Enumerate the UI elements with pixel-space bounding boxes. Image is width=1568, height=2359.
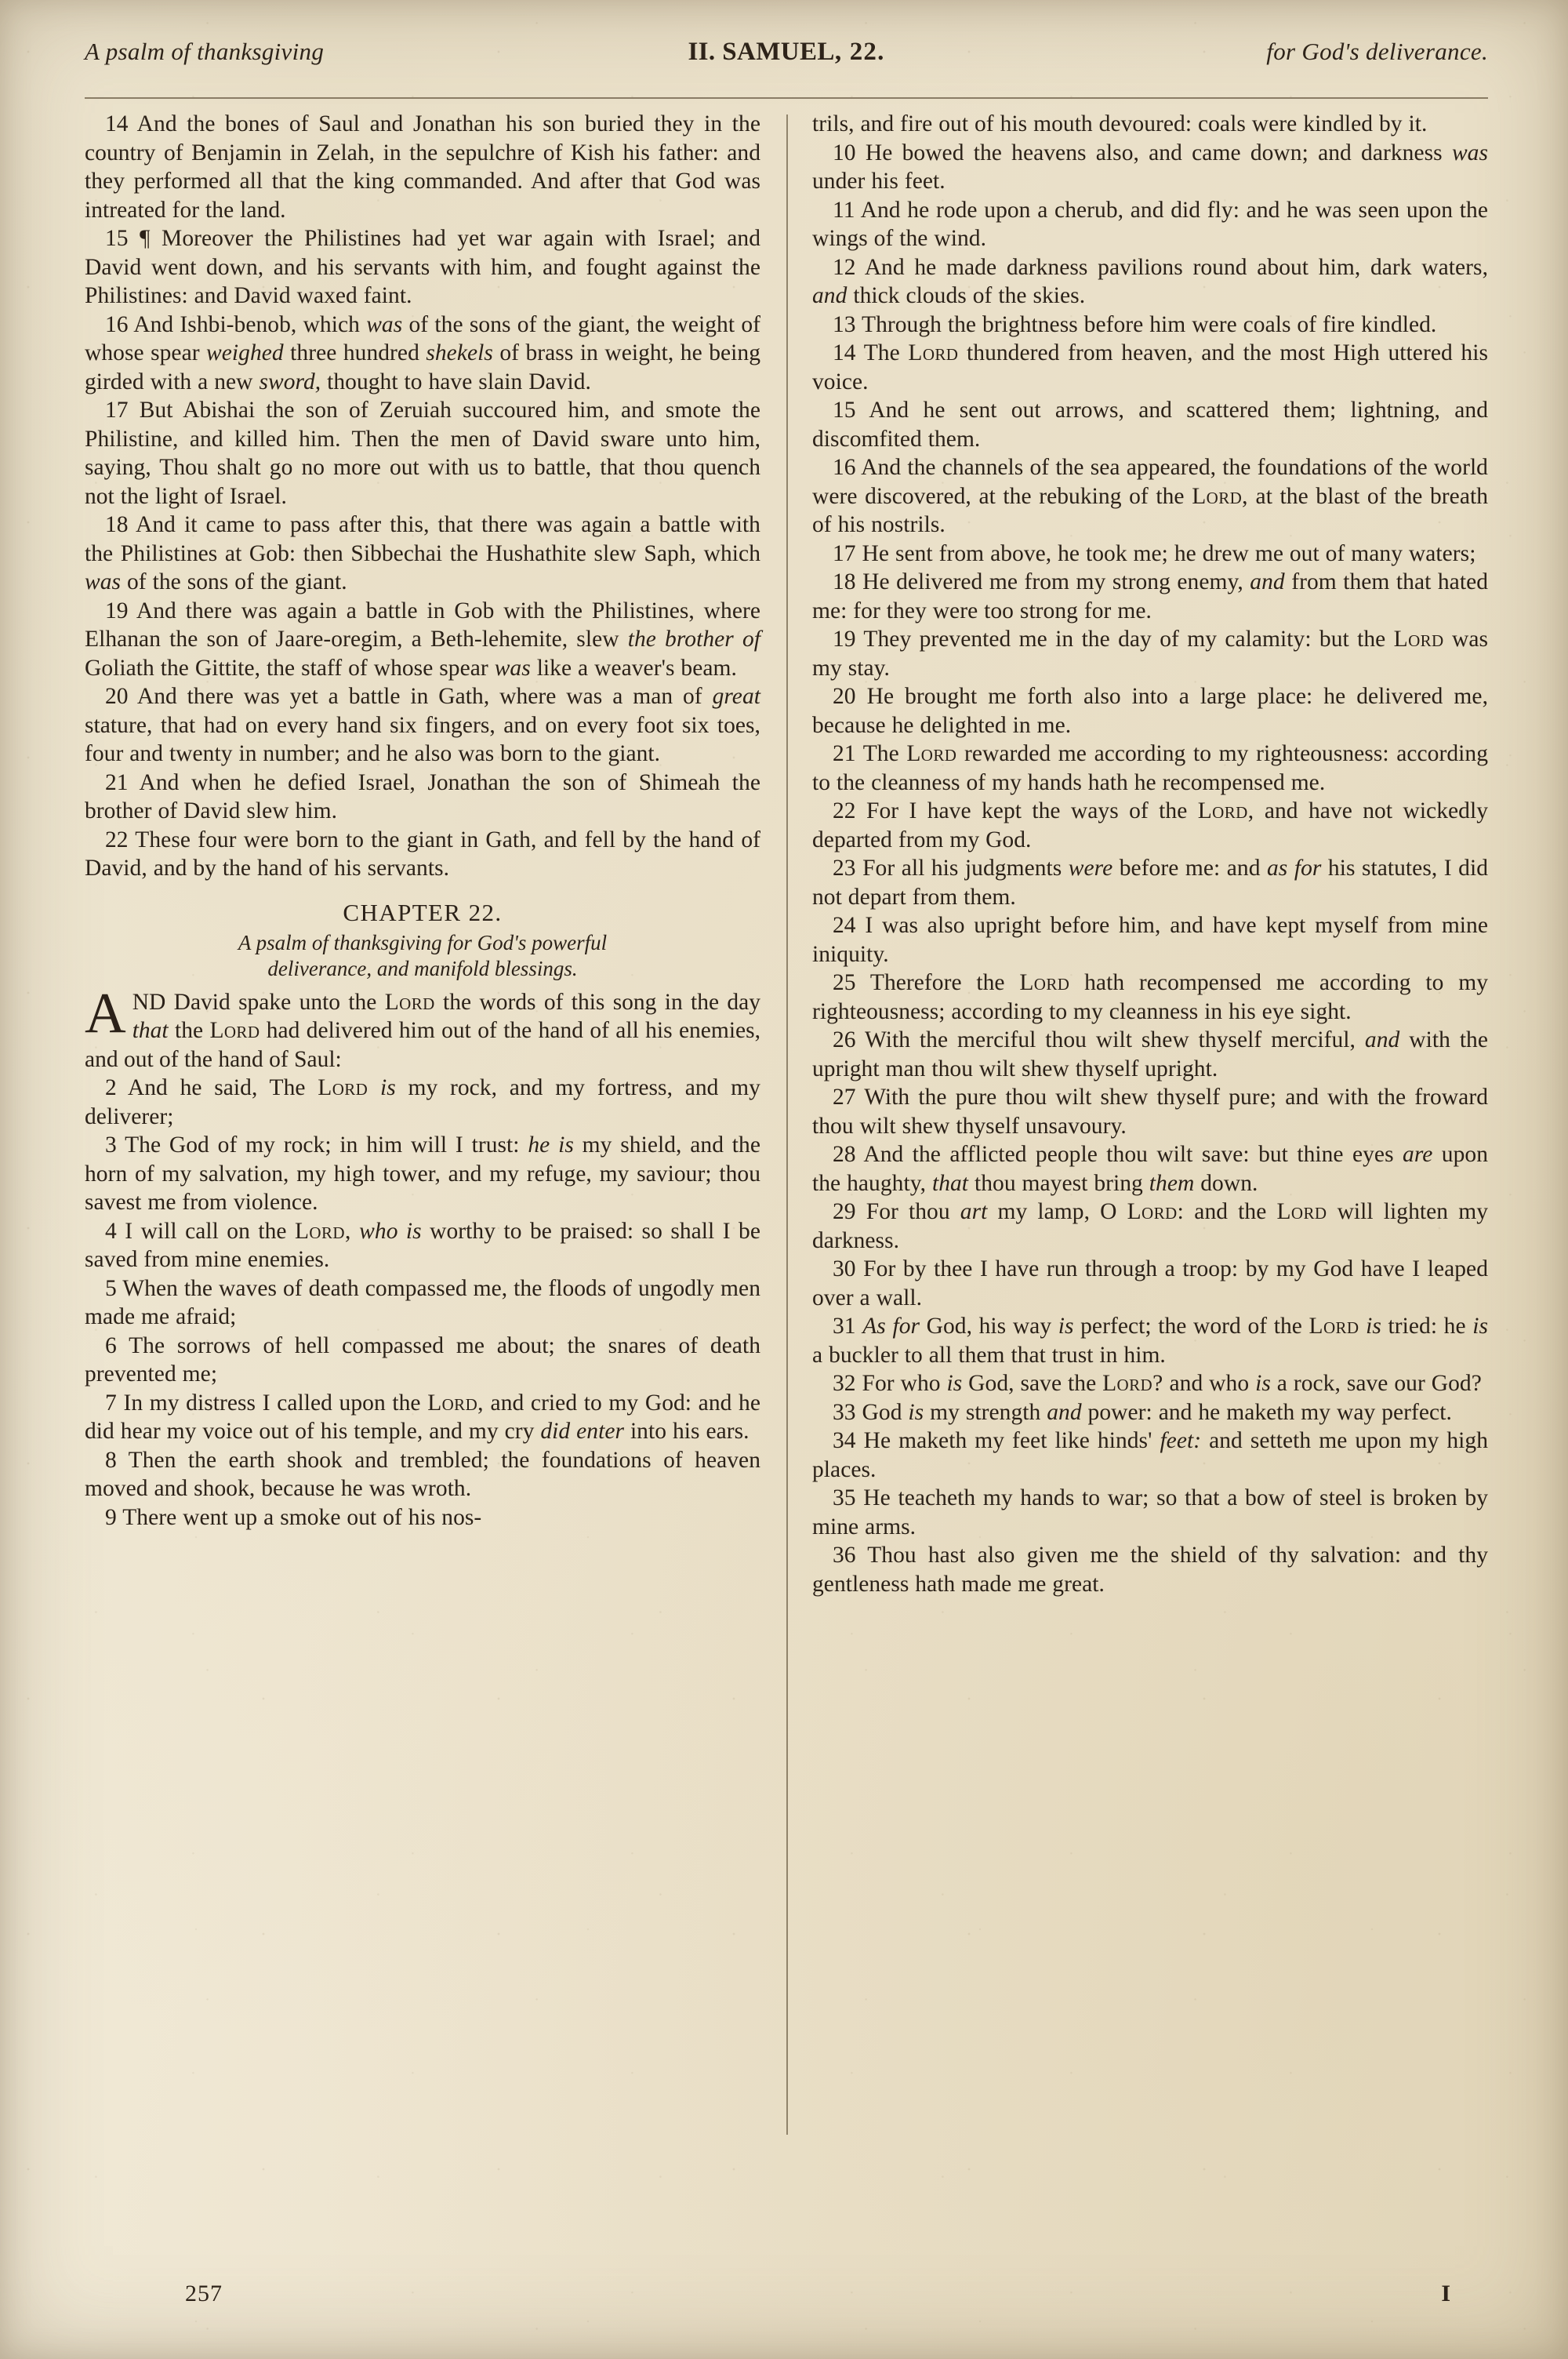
verse-22-4: 4 I will call on the Lord, who is worthy to be praised: so shall I be saved from mine enemies. xyxy=(85,1218,760,1272)
left-column xyxy=(85,110,760,2227)
verse-22-8: 8 Then the earth shook and trembled; the foundations of heaven moved and shook, because he was wroth. xyxy=(85,1447,760,1501)
column-divider xyxy=(760,110,812,2227)
signature-mark: I xyxy=(1441,2281,1450,2306)
verse-21-17: 17 But Abishai the son of Zeruiah succoured him, and smote the Philistine, and killed him. Then the men of David sware unto him, saying, Thou shalt go no more out with us to battle, that thou quench not the light of Israel. xyxy=(85,398,760,509)
verse-21-20: 20 And there was yet a battle in Gath, where was a man of great stature, that had on every hand six fingers, and on every foot six toes, four and twenty in number; and he also was born to the giant. xyxy=(85,684,760,766)
verse-22-32: 32 For who is God, save the Lord? and who is a rock, save our God? xyxy=(833,1371,1482,1396)
verse-22-21: 21 The Lord rewarded me according to my righteousness: according to the cleanness of my hands hath he recompensed me. xyxy=(812,741,1488,795)
verse-22-36: 36 Thou hast also given me the shield of thy salvation: and thy gentleness hath made me great. xyxy=(812,1543,1488,1597)
verse-22-13: 13 Through the brightness before him were coals of fire kindled. xyxy=(833,311,1437,337)
verse-22-18: 18 He delivered me from my strong enemy, and from them that hated me: for they were too strong for me. xyxy=(812,569,1489,623)
verse-22-31: 31 As for God, his way is perfect; the word of the Lord is tried: he is a buckler to all them that trust in him. xyxy=(812,1314,1489,1368)
chapter-summary-line1: A psalm of thanksgiving for God's powerful xyxy=(238,930,608,954)
verse-21-15: 15 ¶ Moreover the Philistines had yet war again with Israel; and David went down, and his servants with him, and fought against the Philistines: and David waxed faint. xyxy=(85,226,760,308)
page-text-block xyxy=(85,38,1488,2312)
verse-22-9-part: 9 There went up a smoke out of his nos- xyxy=(105,1504,482,1530)
verse-22-9-cont: trils, and fire out of his mouth devoured: coals were kindled by it. xyxy=(812,111,1428,136)
verse-22-12: 12 And he made darkness pavilions round about him, dark waters, and thick clouds of the skies. xyxy=(812,254,1488,308)
two-column-body xyxy=(85,110,1488,2227)
verse-22-3: 3 The God of my rock; in him will I trust: he is my shield, and the horn of my salvation, my high tower, and my refuge, my saviour; thou savest me from violence. xyxy=(85,1132,760,1215)
verse-22-33: 33 God is my strength and power: and he maketh my way perfect. xyxy=(833,1399,1452,1425)
verse-22-11: 11 And he rode upon a cherub, and did fly: and he was seen upon the wings of the wind. xyxy=(812,197,1488,251)
verse-22-6: 6 The sorrows of hell compassed me about; the snares of death prevented me; xyxy=(85,1332,760,1387)
verse-21-19: 19 And there was again a battle in Gob with the Philistines, where Elhanan the son of Jaare-oregim, a Beth-lehemite, slew the brother of Goliath the Gittite, the staff of whose spear was like a weaver's beam. xyxy=(85,598,760,681)
verse-22-35: 35 He teacheth my hands to war; so that a bow of steel is broken by mine arms. xyxy=(812,1485,1488,1539)
running-head xyxy=(85,38,1488,93)
verse-21-18: 18 And it came to pass after this, that there was again a battle with the Philistines at Gob: then Sibbechai the Hushathite slew Saph, which was of the sons of the giant. xyxy=(85,512,760,594)
verse-22-14: 14 The Lord thundered from heaven, and the most High uttered his voice. xyxy=(812,340,1488,394)
chapter-heading: CHAPTER 22. xyxy=(343,898,503,926)
header-rule xyxy=(85,97,1488,99)
page-number: 257 xyxy=(185,2281,223,2306)
verse-22-34: 34 He maketh my feet like hinds' feet: and setteth me upon my high places. xyxy=(812,1428,1488,1482)
right-column xyxy=(812,110,1488,2227)
running-head-chapter: , 22. xyxy=(834,38,885,66)
verse-21-22: 22 These four were born to the giant in Gath, and fell by the hand of David, and by the hand of his servants. xyxy=(85,827,760,881)
page-footer xyxy=(85,2265,1488,2312)
drop-cap-a: A xyxy=(85,980,126,1045)
verse-22-16: 16 And the channels of the sea appeared, the foundations of the world were discovered, at the rebuking of the Lord, at the blast of the breath of his nostrils. xyxy=(812,455,1489,537)
verse-22-10: 10 He bowed the heavens also, and came down; and darkness was under his feet. xyxy=(812,140,1488,194)
verse-22-25: 25 Therefore the Lord hath recompensed me according to my righteousness; according to my cleanness in his eye sight. xyxy=(812,970,1488,1024)
verse-22-5: 5 When the waves of death compassed me, the floods of ungodly men made me afraid; xyxy=(85,1275,760,1329)
running-head-book: II. SAMUEL xyxy=(688,38,835,66)
verse-21-14: 14 And the bones of Saul and Jonathan his son buried they in the country of Benjamin in Zelah, in the sepulchre of Kish his father: and they performed all that the king commanded. And after that God was intreated for the land. xyxy=(85,111,760,223)
running-head-center xyxy=(688,38,884,67)
chapter-summary xyxy=(85,930,760,982)
verse-22-1: AND David spake unto the Lord the words of this song in the day that the Lord had delivered him out of the hand of all his enemies, and out of the hand of Saul: xyxy=(85,980,761,1072)
verse-22-2: 2 And he said, The Lord is my rock, and my fortress, and my deliverer; xyxy=(85,1075,760,1129)
verse-22-27: 27 With the pure thou wilt shew thyself pure; and with the froward thou wilt shew thyself unsavoury. xyxy=(812,1085,1488,1139)
verse-22-29: 29 For thou art my lamp, O Lord: and the Lord will lighten my darkness. xyxy=(812,1199,1488,1253)
verse-22-19: 19 They prevented me in the day of my calamity: but the Lord was my stay. xyxy=(812,627,1489,681)
verse-22-22: 22 For I have kept the ways of the Lord, and have not wickedly departed from my God. xyxy=(812,798,1488,852)
verse-22-28: 28 And the afflicted people thou wilt save: but thine eyes are upon the haughty, that thou mayest bring them down. xyxy=(812,1142,1489,1196)
verse-22-23: 23 For all his judgments were before me: and as for his statutes, I did not depart from them. xyxy=(812,856,1488,910)
verse-21-21: 21 And when he defied Israel, Jonathan the son of Shimeah the brother of David slew him. xyxy=(85,769,760,823)
verse-21-16: 16 And Ishbi-benob, which was of the sons of the giant, the weight of whose spear weighed three hundred shekels of brass in weight, he being girded with a new sword, thought to have slain David. xyxy=(85,311,761,394)
verse-22-7: 7 In my distress I called upon the Lord, and cried to my God: and he did hear my voice out of his temple, and my cry did enter into his ears. xyxy=(85,1390,760,1444)
verse-22-15: 15 And he sent out arrows, and scattered them; lightning, and discomfited them. xyxy=(812,398,1488,452)
verse-22-26: 26 With the merciful thou wilt shew thyself merciful, and with the upright man thou wilt shew thyself upright. xyxy=(812,1027,1489,1081)
running-head-right: for God's deliverance. xyxy=(1266,38,1488,65)
verse-22-17: 17 He sent from above, he took me; he drew me out of many waters; xyxy=(833,540,1476,566)
chapter-summary-line2: deliverance, and manifold blessings. xyxy=(267,956,578,980)
verse-22-30: 30 For by thee I have run through a troop: by my God have I leaped over a wall. xyxy=(812,1256,1488,1310)
verse-22-20: 20 He brought me forth also into a large place: he delivered me, because he delighted in me. xyxy=(812,684,1488,738)
verse-22-24: 24 I was also upright before him, and have kept myself from mine iniquity. xyxy=(812,913,1488,967)
running-head-left: A psalm of thanksgiving xyxy=(85,38,325,65)
